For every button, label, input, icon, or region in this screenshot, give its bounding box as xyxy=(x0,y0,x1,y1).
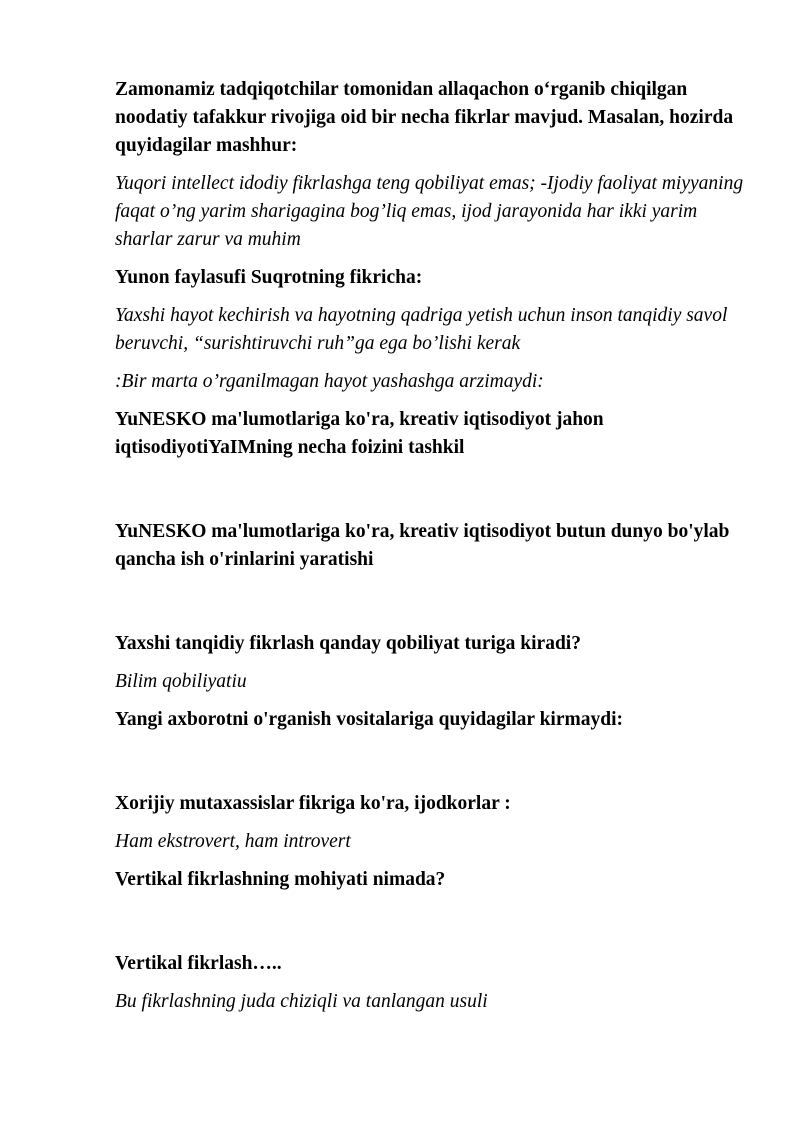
answer-text: Yaxshi hayot kechirish va hayotning qadriga yetish uchun inson tanqidiy savol beruvchi, “surishtiruvchi ruh”ga ega bo’lishi kerak xyxy=(115,305,728,354)
blank-gap xyxy=(115,584,745,630)
answer-text: Bilim qobiliyatiu xyxy=(115,671,247,692)
question-text: YuNESKO ma'lumotlariga ko'ra, kreativ iqtisodiyot jahon iqtisodiyotiYaIMning necha foizini tashkil xyxy=(115,409,604,458)
answer-text: Ham ekstrovert, ham introvert xyxy=(115,831,351,852)
question-text: YuNESKO ma'lumotlariga ko'ra, kreativ iqtisodiyot butun dunyo bo'ylab qancha ish o'rinlarini yaratishi xyxy=(115,521,730,570)
question-text: Yaxshi tanqidiy fikrlash qanday qobiliyat turiga kiradi? xyxy=(115,633,581,654)
answer-text: :Bir marta o’rganilmagan hayot yashashga arzimaydi: xyxy=(115,371,544,392)
question-text: Yunon faylasufi Suqrotning fikricha: xyxy=(115,267,423,288)
document-page xyxy=(115,76,745,1026)
blank-gap xyxy=(115,904,745,950)
question-text: Zamonamiz tadqiqotchilar tomonidan allaqachon o‘rganib chiqilgan noodatiy tafakkur rivojiga oid bir necha fikrlar mavjud. Masalan, hozirda quyidagilar mashhur: xyxy=(115,79,734,156)
question-text: Vertikal fikrlash….. xyxy=(115,953,282,974)
blank-gap xyxy=(115,744,745,790)
answer-text: Bu fikrlashning juda chiziqli va tanlangan usuli xyxy=(115,991,488,1012)
question-text: Vertikal fikrlashning mohiyati nimada? xyxy=(115,869,446,890)
question-text: Yangi axborotni o'rganish vositalariga quyidagilar kirmaydi: xyxy=(115,709,623,730)
answer-text: Yuqori intellect idodiy fikrlashga teng qobiliyat emas; -Ijodiy faoliyat miyyaning faqat o’ng yarim sharigagina bog’liq emas, ijod jarayonida har ikki yarim sharlar zarur va muhim xyxy=(115,173,744,250)
question-text: Xorijiy mutaxassislar fikriga ko'ra, ijodkorlar : xyxy=(115,793,511,814)
blank-gap xyxy=(115,472,745,518)
